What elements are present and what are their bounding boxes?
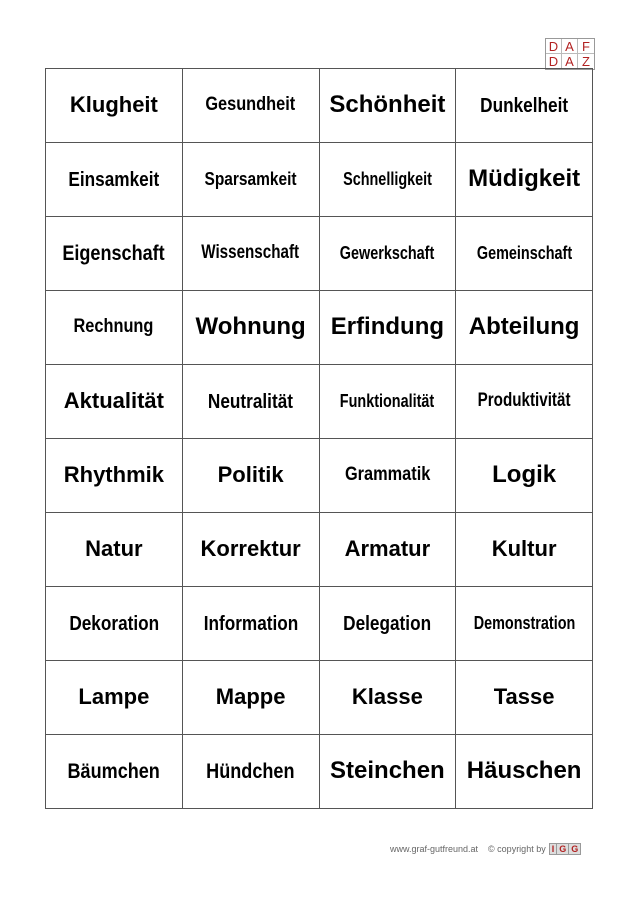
word-label: Abteilung bbox=[468, 313, 580, 341]
word-label: Information bbox=[203, 612, 298, 635]
table-row bbox=[46, 69, 593, 143]
word-card bbox=[319, 69, 456, 143]
table-row bbox=[46, 735, 593, 809]
page-footer bbox=[390, 843, 581, 855]
word-card bbox=[319, 587, 456, 661]
word-label: Demonstration bbox=[473, 612, 575, 633]
word-label: Logik bbox=[492, 461, 557, 489]
word-card bbox=[182, 661, 319, 735]
word-label: Rechnung bbox=[73, 316, 154, 338]
word-card bbox=[182, 365, 319, 439]
word-card bbox=[456, 365, 593, 439]
word-label: Klasse bbox=[351, 684, 423, 710]
table-row bbox=[46, 587, 593, 661]
word-card bbox=[456, 217, 593, 291]
word-card bbox=[182, 217, 319, 291]
logo-letter: D bbox=[546, 39, 562, 54]
word-label: Müdigkeit bbox=[468, 165, 581, 193]
word-label: Gesundheit bbox=[205, 94, 296, 116]
word-label: Steinchen bbox=[330, 757, 445, 785]
logo-letter: A bbox=[562, 39, 578, 54]
word-card bbox=[46, 365, 183, 439]
word-card bbox=[182, 291, 319, 365]
word-card bbox=[456, 513, 593, 587]
table-row bbox=[46, 365, 593, 439]
word-card bbox=[456, 439, 593, 513]
word-card bbox=[46, 217, 183, 291]
word-card bbox=[46, 143, 183, 217]
word-label: Wissenschaft bbox=[201, 242, 300, 264]
word-label: Eigenschaft bbox=[62, 241, 166, 265]
word-label: Erfindung bbox=[330, 313, 445, 341]
word-card bbox=[319, 661, 456, 735]
word-card bbox=[182, 143, 319, 217]
word-label: Aktualität bbox=[63, 388, 164, 414]
word-label: Rhythmik bbox=[63, 462, 164, 488]
igg-letter: G bbox=[557, 844, 569, 854]
word-card bbox=[456, 735, 593, 809]
word-label: Grammatik bbox=[344, 464, 431, 486]
word-card bbox=[319, 365, 456, 439]
word-label: Einsamkeit bbox=[68, 168, 160, 191]
table-row bbox=[46, 513, 593, 587]
word-label: Produktivität bbox=[477, 390, 571, 412]
table-row bbox=[46, 217, 593, 291]
word-card bbox=[456, 69, 593, 143]
logo-letter: F bbox=[578, 39, 594, 54]
table-row bbox=[46, 661, 593, 735]
word-card bbox=[319, 513, 456, 587]
word-card bbox=[456, 587, 593, 661]
word-label: Funktionalität bbox=[340, 390, 435, 411]
word-card bbox=[456, 291, 593, 365]
word-card bbox=[46, 439, 183, 513]
word-card bbox=[46, 735, 183, 809]
word-card bbox=[319, 439, 456, 513]
word-label: Gemeinschaft bbox=[476, 242, 572, 263]
word-card bbox=[319, 735, 456, 809]
word-card bbox=[319, 291, 456, 365]
word-card bbox=[182, 439, 319, 513]
word-card bbox=[456, 661, 593, 735]
word-label: Lampe bbox=[78, 684, 150, 710]
word-label: Sparsamkeit bbox=[204, 168, 297, 189]
word-label: Dunkelheit bbox=[480, 94, 569, 117]
word-label: Bäumchen bbox=[67, 759, 161, 783]
word-card bbox=[182, 735, 319, 809]
logo-letter: Z bbox=[582, 54, 590, 69]
word-label: Politik bbox=[217, 462, 284, 488]
word-label: Klugheit bbox=[69, 92, 158, 118]
footer-copyright: © copyright by bbox=[488, 844, 546, 854]
word-label: Armatur bbox=[344, 536, 431, 562]
logo-letter: D bbox=[546, 54, 562, 69]
word-card bbox=[182, 587, 319, 661]
word-card bbox=[319, 217, 456, 291]
word-card-grid bbox=[45, 68, 593, 809]
word-label: Natur bbox=[85, 536, 143, 562]
word-card bbox=[46, 513, 183, 587]
footer-url: www.graf-gutfreund.at bbox=[390, 844, 479, 854]
word-card bbox=[182, 513, 319, 587]
word-label: Mappe bbox=[215, 684, 286, 710]
table-row bbox=[46, 291, 593, 365]
word-label: Kultur bbox=[491, 536, 557, 562]
word-label: Häuschen bbox=[466, 757, 582, 785]
table-row bbox=[46, 143, 593, 217]
word-card bbox=[46, 587, 183, 661]
dafdaz-logo bbox=[545, 38, 595, 70]
word-card bbox=[46, 291, 183, 365]
word-label: Hündchen bbox=[206, 759, 295, 783]
word-label: Delegation bbox=[343, 612, 432, 635]
word-label: Schnelligkeit bbox=[342, 168, 432, 189]
logo-letter: A bbox=[562, 54, 578, 69]
word-label: Neutralität bbox=[208, 390, 294, 413]
word-label: Tasse bbox=[493, 684, 555, 710]
word-card bbox=[46, 661, 183, 735]
word-label: Gewerkschaft bbox=[340, 242, 435, 263]
word-card bbox=[182, 69, 319, 143]
table-row bbox=[46, 439, 593, 513]
igg-logo bbox=[549, 843, 582, 855]
word-label: Wohnung bbox=[195, 313, 306, 341]
word-label: Dekoration bbox=[68, 612, 159, 635]
word-label: Korrektur bbox=[200, 536, 301, 562]
word-card bbox=[456, 143, 593, 217]
word-card bbox=[46, 69, 183, 143]
igg-letter: G bbox=[571, 844, 579, 854]
igg-letter: I bbox=[550, 844, 558, 854]
word-card bbox=[319, 143, 456, 217]
word-label: Schönheit bbox=[329, 91, 446, 119]
